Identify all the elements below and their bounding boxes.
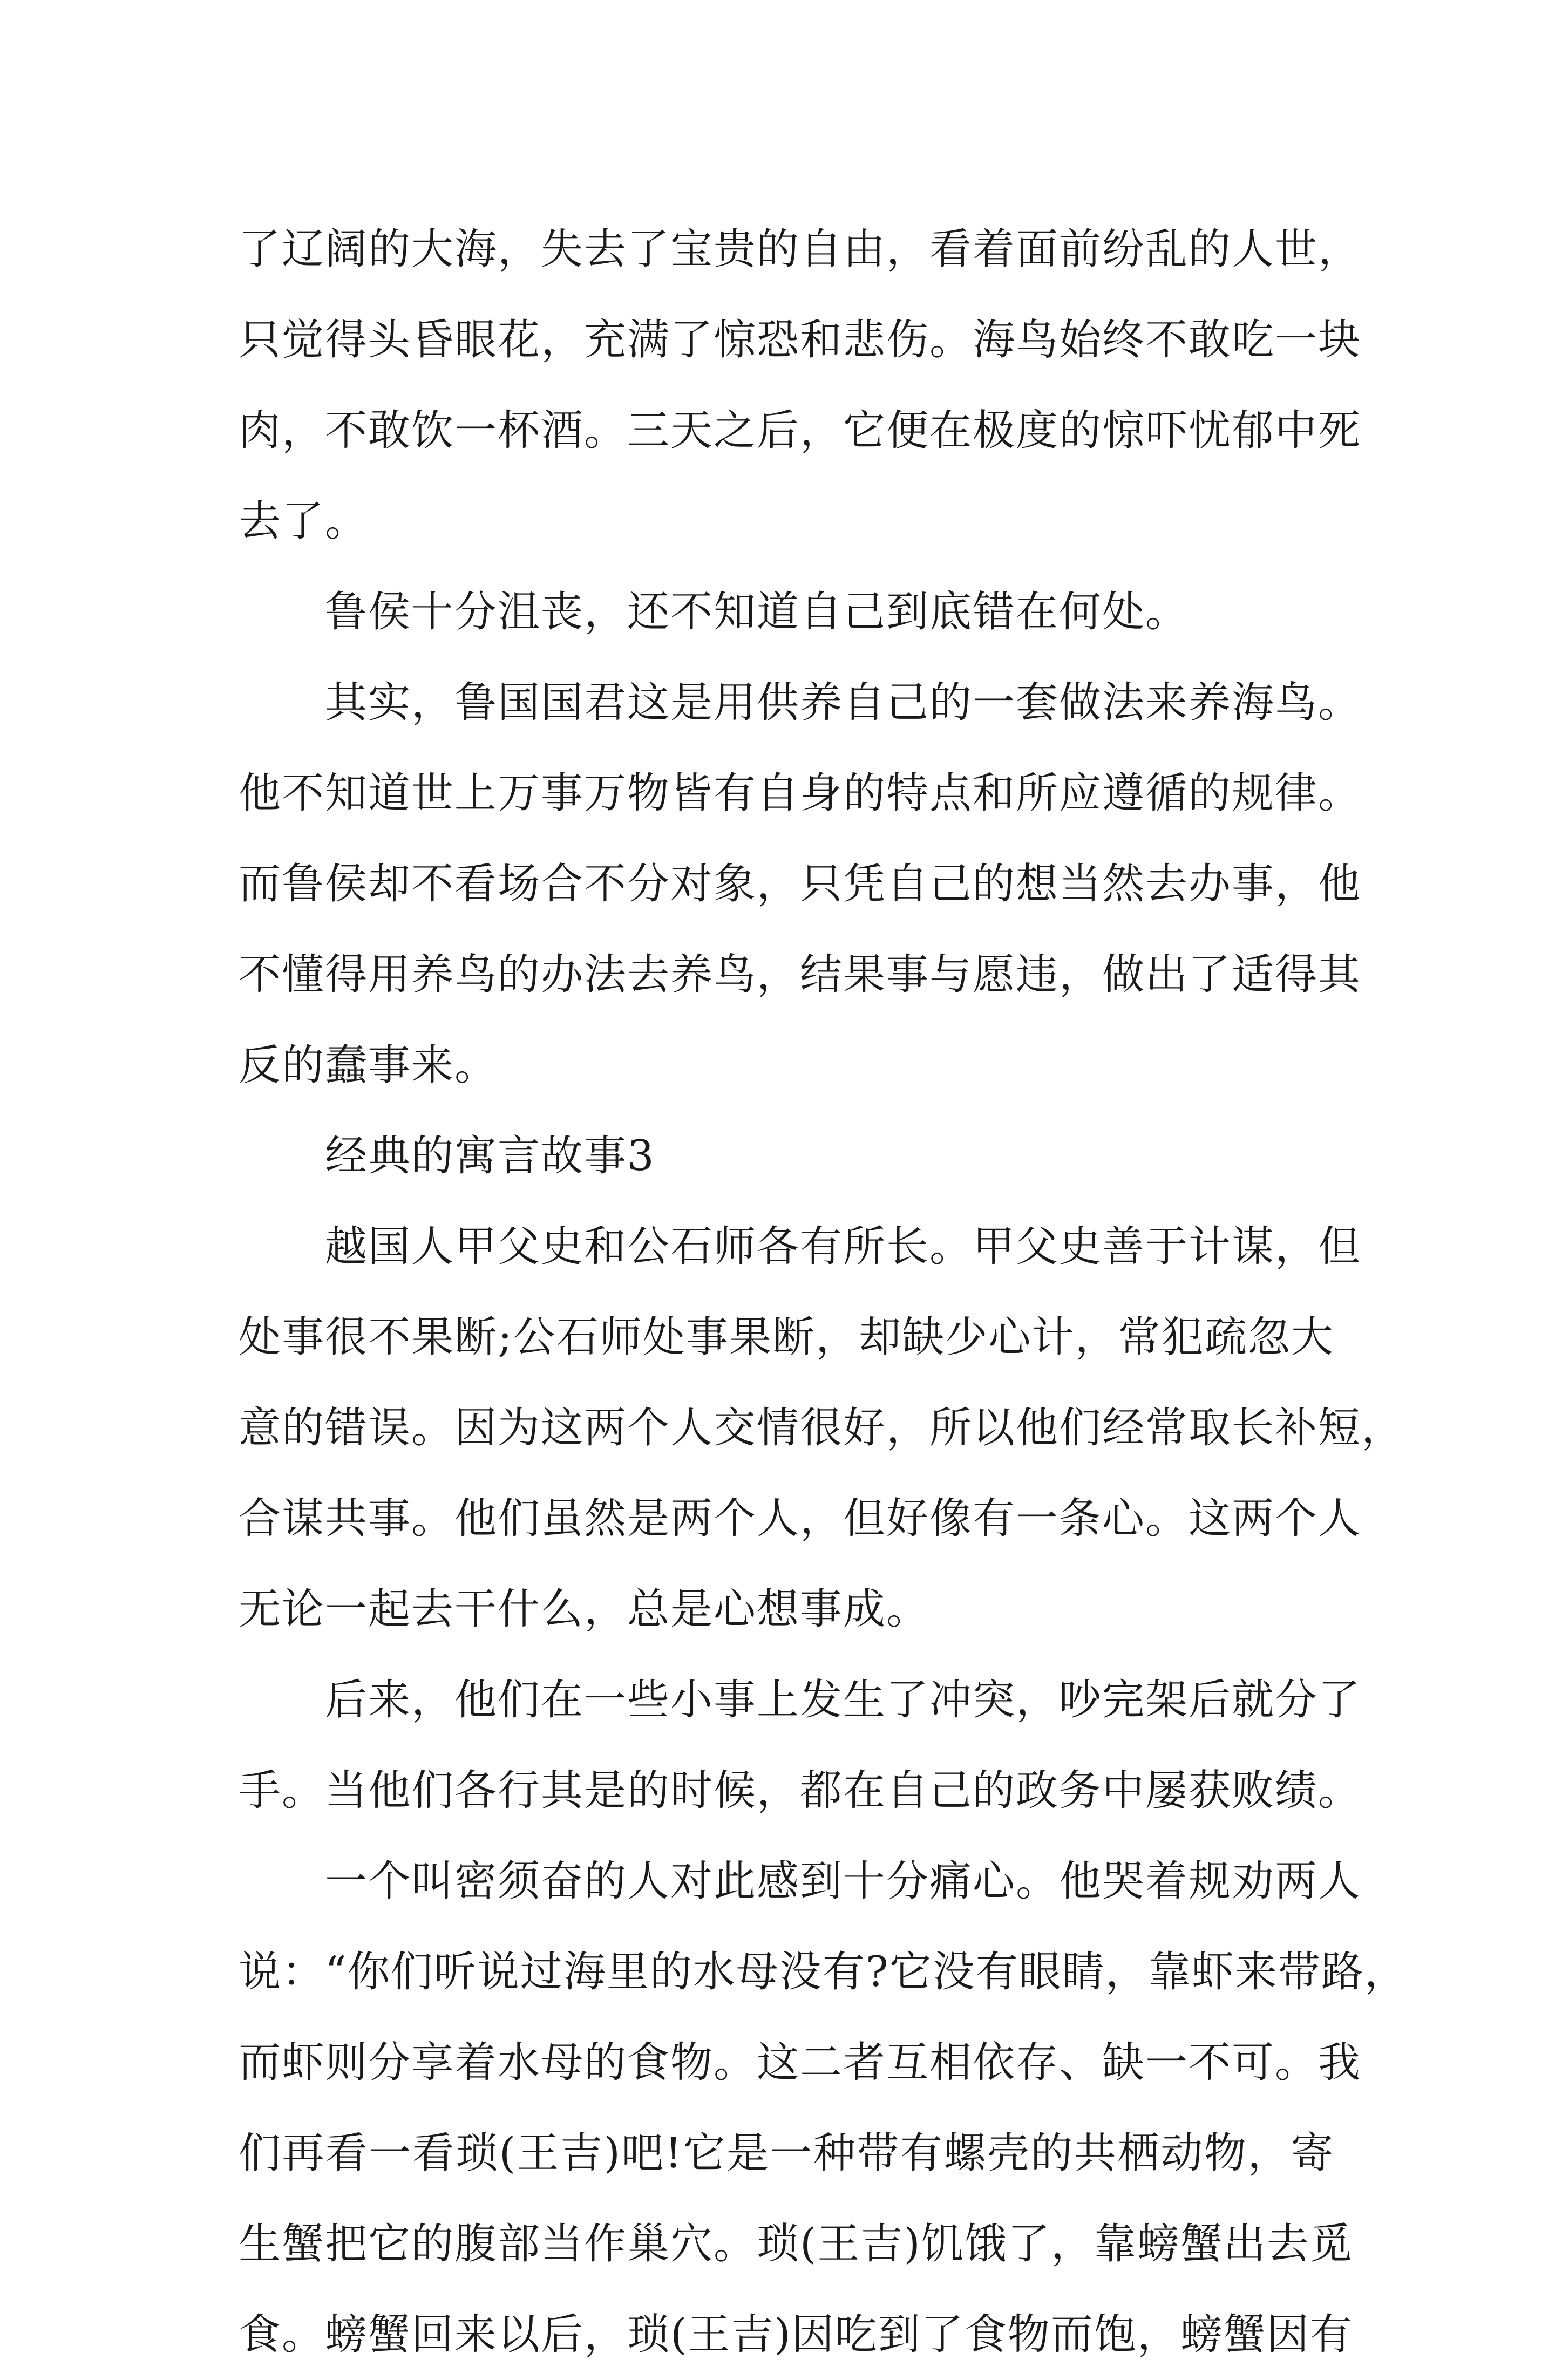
text-line: 反的蠢事来。 <box>239 1041 498 1090</box>
text-line: 说：“你们听说过海里的水母没有?它没有眼睛，靠虾来带路， <box>239 1948 1408 1996</box>
text-line: 越国人甲父史和公石师各有所长。甲父史善于计谋，但 <box>325 1222 1362 1271</box>
text-line: 了辽阔的大海，失去了宝贵的自由，看着面前纷乱的人世， <box>239 225 1362 274</box>
text-line: 肉，不敢饮一杯酒。三天之后，它便在极度的惊吓忧郁中死 <box>239 406 1362 455</box>
body-text <box>239 204 1408 2380</box>
text-line: 不懂得用养鸟的办法去养鸟，结果事与愿违，做出了适得其 <box>239 950 1362 999</box>
text-line: 们再看一看琐(王吉)吧!它是一种带有螺壳的共栖动物，寄 <box>239 2129 1334 2178</box>
text-line: 鲁侯十分沮丧，还不知道自己到底错在何处。 <box>325 588 1189 636</box>
text-line: 只觉得头昏眼花，充满了惊恐和悲伤。海鸟始终不敢吃一块 <box>239 316 1362 364</box>
text-line: 无论一起去干什么，总是心想事成。 <box>239 1585 930 1634</box>
text-line: 去了。 <box>239 497 369 546</box>
text-line: 后来，他们在一些小事上发生了冲突，吵完架后就分了 <box>325 1676 1362 1724</box>
text-line: 生蟹把它的腹部当作巢穴。琐(王吉)饥饿了，靠螃蟹出去觅 <box>239 2220 1353 2268</box>
text-line: 处事很不果断;公石师处事果断，却缺少心计，常犯疏忽大 <box>239 1313 1334 1362</box>
text-line: 其实，鲁国国君这是用供养自己的一套做法来养海鸟。 <box>325 678 1362 727</box>
text-line: 食。螃蟹回来以后，琐(王吉)因吃到了食物而饱，螃蟹因有 <box>239 2310 1353 2359</box>
text-line: 而鲁侯却不看场合不分对象，只凭自己的想当然去办事，他 <box>239 860 1362 908</box>
text-line: 手。当他们各行其是的时候，都在自己的政务中屡获败绩。 <box>239 1766 1362 1815</box>
text-line: 他不知道世上万事万物皆有自身的特点和所应遵循的规律。 <box>239 769 1362 818</box>
text-line: 意的错误。因为这两个人交情很好，所以他们经常取长补短， <box>239 1404 1405 1452</box>
text-line: 合谋共事。他们虽然是两个人，但好像有一条心。这两个人 <box>239 1494 1362 1543</box>
text-line: 而虾则分享着水母的食物。这二者互相依存、缺一不可。我 <box>239 2038 1362 2087</box>
section-heading: 经典的寓言故事3 <box>325 1132 655 1180</box>
text-line: 一个叫密须奋的人对此感到十分痛心。他哭着规劝两人 <box>325 1857 1362 1906</box>
